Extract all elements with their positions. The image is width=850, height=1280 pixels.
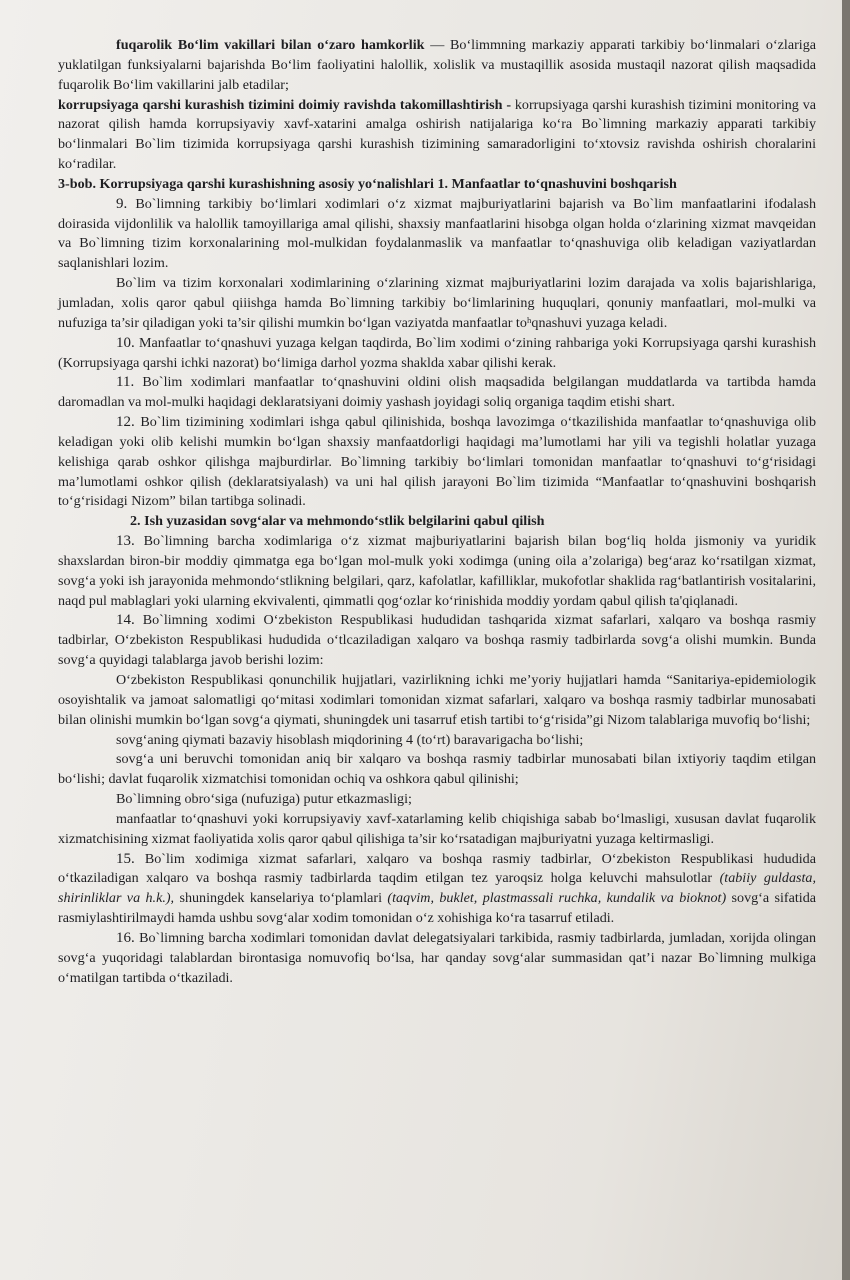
paragraph-16 bbox=[58, 929, 816, 989]
paragraph-text: — Bo‘limmning markaziy apparati tarkibiy bo‘linmalari o‘zlariga yuklatilgan funksiyalarni bajarishda Bo‘lim faoliyatini halollik, xolislik va mustaqillik asosida mustaqil nazorat qilish maqsadida fuqarolik Bo‘lim vakillarini jalb etadilar; bbox=[58, 37, 816, 93]
paragraph-civil-cooperation bbox=[58, 36, 816, 96]
requirement-legislation: O‘zbekiston Respublikasi qonunchilik hujjatlari, vazirlikning ichki me’yoriy hujjatlari hamda “Sanitariya-epidemiologik osoyishtalik va jamoat salomatligi qo‘mitasi xodimlari tomonidan xizmat safarlari, xalqaro va boshqa rasmiy tadbirlar munosabati bilan olinishi mumkin bo‘lgan sovg‘a qiymati, shuningdek uni tasarruf etish tartibi to‘g‘risida”gi Nizom talablariga muvofiq bo‘lishi; bbox=[58, 672, 816, 728]
paragraph-text: Bo`lim xodimiga xizmat safarlari, xalqaro va boshqa rasmiy tadbirlar, O‘zbekiston Respublikasi hududida o‘tkaziladigan xalqaro va boshqa rasmiy tadbirlarda taqdim etilgan tez yaroqsiz holga keluvchi mahsulotlar bbox=[58, 850, 816, 887]
paragraph-text: Bo`limning xodimi O‘zbekiston Respublikasi hududidan tashqarida xizmat safarlari, xalqaro va boshqa rasmiy tadbirlar, O‘zbekiston Respublikasi hududida o‘tlcaziladigan xalqaro va boshqa rasmiy tadbirlarda sovg‘a olishi mumkin. Bunda sovg‘a quyidagi talablarga javob berishi lozim: bbox=[58, 612, 816, 669]
paragraph-text: korrupsiyaga qarshi kurashish tizimini monitoring va nazorat qilish hamda korrupsiyaviy xavf-xatarini amalga oshirish natijalariga ko‘ra Bo`limning markaziy apparati tarkibiy bo‘linmalari Bo`lim tizimida korrupsiyaga qarshi kurashish tizimining samaradorligini to‘xtovsiz ravishda oshirish choralarini ko‘radilar. bbox=[58, 96, 816, 173]
paragraph-number: 15. bbox=[116, 850, 135, 867]
section-heading: 2. Ish yuzasidan sovg‘alar va mehmondo‘stlik belgilarini qabul qilish bbox=[130, 513, 545, 530]
paragraph-text: Bo`limning barcha xodimlari tomonidan davlat delegatsiyalari tarkibida, rasmiy tadbirlarda, jumladan, xorijda olingan sovg‘a yuqoridagi talablardan birontasiga nomuvofiq bo‘lsa, har qanday sovg‘alar summasidan qat’i nazar Bo`limning mulkiga o‘matilgan tartibda o‘tkaziladi. bbox=[58, 929, 816, 986]
paragraph-anticorruption-improvement bbox=[58, 96, 816, 175]
paragraph-10 bbox=[58, 334, 816, 374]
paragraph-text: Manfaatlar to‘qnashuvi yuzaga kelgan taqdirda, Bo`lim xodimi o‘zining rahbariga yoki Korrupsiyaga qarshi kurashish (Korrupsiyaga qarshi ichki nazorat) bo‘limiga darhol yozma shaklda xabar qilishi kerak. bbox=[58, 334, 816, 371]
page-edge-shadow bbox=[842, 0, 850, 1280]
paragraph-13 bbox=[58, 532, 816, 611]
paragraph-9-continued: Bo`lim va tizim korxonalari xodimlarining o‘zlarining xizmat majburiyatlarini lozim darajada va xolis bajarishlariga, jumladan, xolis qaror qabul qiiishga hamda Bo`limning tarkibiy bo‘limlarining huquqlari, qonuniy manfaatlari, mol-mulki va nufuziga ta’sir qiladigan yoki ta’sir qilishi mumkin bo‘lgan vaziyatda manfaatlar toʰqnashuvi yuzaga keladi. bbox=[58, 275, 816, 331]
requirement-no-conflict: manfaatlar to‘qnashuvi yoki korrupsiyaviy xavf-xatarlaming kelib chiqishiga sabab bo‘lmasligi, xususan davlat fuqarolik xizmatchisining xizmat faoliyatida xolis qaror qabul qilishiga ta’sir ko‘rsatadigan majburiyatni yuzaga keltirmasligi. bbox=[58, 810, 816, 847]
paragraph-number: 10. bbox=[116, 334, 135, 351]
paragraph-number: 16. bbox=[116, 929, 135, 946]
paragraph-number: 13. bbox=[116, 533, 135, 550]
paragraph-15 bbox=[58, 850, 816, 929]
paragraph-text: sovg‘a sifatida rasmiylashtirilmaydi hamda ushbu sovg‘alar xodim tomonidan o‘z xohishiga ko‘ra tasarruf etiladi. bbox=[58, 890, 816, 927]
paragraph-text: Bo`limning tarkibiy bo‘limlari xodimlari o‘z xizmat majburiyatlarini bajarish va Bo`lim manfaatlarini ifodalash doirasida vijdonlilik va halollik tamoyillariga amal qilishi, shaxsiy manfaatlarini hisobga olgan holda o‘zlarining xizmat mavqeidan va Bo`limning tizim korxonalarining mol-mulkidan foydalanmaslik va manfaatlar to‘qnashuviga olib keladigan vaziyatlardan saqlanishlari lozim. bbox=[58, 195, 816, 272]
paragraph-text: Bo`lim xodimlari manfaatlar to‘qnashuvini oldini olish maqsadida belgilangan muddatlarda va tartibda hamda daromadlan va mol-mulki haqidagi deklaratsiyani doimiy yashash joyidagi soliq organiga taqdim etishi shart. bbox=[58, 374, 816, 411]
paragraph-14 bbox=[58, 611, 816, 671]
paragraph-text: shuningdek kanselariya to‘plamlari bbox=[174, 890, 388, 907]
requirement-value-limit: sovg‘aning qiymati bazaviy hisoblash miqdorining 4 (to‘rt) baravarigacha bo‘lishi; bbox=[116, 731, 584, 748]
paragraph-11 bbox=[58, 373, 816, 413]
paragraph-number: 14. bbox=[116, 612, 135, 629]
requirement-voluntary: sovg‘a uni beruvchi tomonidan aniq bir xalqaro va boshqa rasmiy tadbirlar munosabati bilan ixtiyoriy taqdim etilgan bo‘lishi; davlat fuqarolik xizmatchisi tomonidan ochiq va oshkora qabul qilinishi; bbox=[58, 751, 816, 788]
chapter-heading: 3-bob. Korrupsiyaga qarshi kurashishning asosiy yoʻnalishlari 1. Manfaatlar to‘qnashuvini boshqarish bbox=[58, 175, 677, 192]
paragraph-9 bbox=[58, 195, 816, 274]
paragraph-text: Bo`lim tizimining xodimlari ishga qabul qilinishida, boshqa lavozimga o‘tkazilishida manfaatlar to‘qnashuviga olib keladigan yoki olib kelishi mumkin bo‘lgan shaxsiy manfaatdorligi haqidagi ma’lumotlami har yili va tegishli holatlar yuzaga kelishiga qarab oshkor qilishga majburdirlar. Bo`limning tarkibiy bo‘limlari tomonidan manfaatlar to‘qnashuvi to‘g‘risidagi ma’lumotlami oshkor qilish (deklaratsiyalash) va uni hal qilish jarayoni Bo`lim tizimida “Manfaatlar to‘qnashuvini boshqarish to‘g‘risidagi Nizom” bilan tartibga solinadi. bbox=[58, 414, 816, 510]
paragraph-number: 9. bbox=[116, 195, 128, 212]
paragraph-number: 12. bbox=[116, 414, 135, 431]
requirement-reputation: Bo`limning obro‘siga (nufuziga) putur etkazmasligi; bbox=[116, 791, 412, 808]
italic-examples-stationery: (taqvim, buklet, plastmassali ruchka, kundalik va bioknot) bbox=[387, 890, 727, 907]
term-civil-cooperation: fuqarolik Bo‘lim vakillari bilan o‘zaro hamkorlik bbox=[116, 37, 425, 53]
paragraph-12 bbox=[58, 413, 816, 512]
term-anticorruption-improvement: korrupsiyaga qarshi kurashish tizimini doimiy ravishda takomillashtirish - bbox=[58, 96, 512, 113]
paragraph-text: Bo`limning barcha xodimlariga o‘z xizmat majburiyatlarini bajarish bilan bog‘liq holda jismoniy va yuridik shaxslardan biron-bir moddiy qimmatga ega bo‘lgan mol-mulk yoki xodimga (uning oila a’zolariga) beg‘araz ko‘rsatilgan xizmat, sovg‘a yoki ish jarayonida mehmondo‘stlikning belgilari, qarz, kafolatlar, kafilliklar, mukofotlar shaklida rag‘batlantirish vositalarini, naqd pul mablaglari yoki ularning ekvivalenti, qimmatli qog‘ozlar ko‘rinishida moddiy yordam qabul qilish ta'qiqlanadi. bbox=[58, 533, 816, 609]
paragraph-number: 11. bbox=[116, 374, 135, 391]
italic-examples-perishable: (tabiiy guldasta, shirinliklar va h.k.), bbox=[58, 870, 816, 907]
